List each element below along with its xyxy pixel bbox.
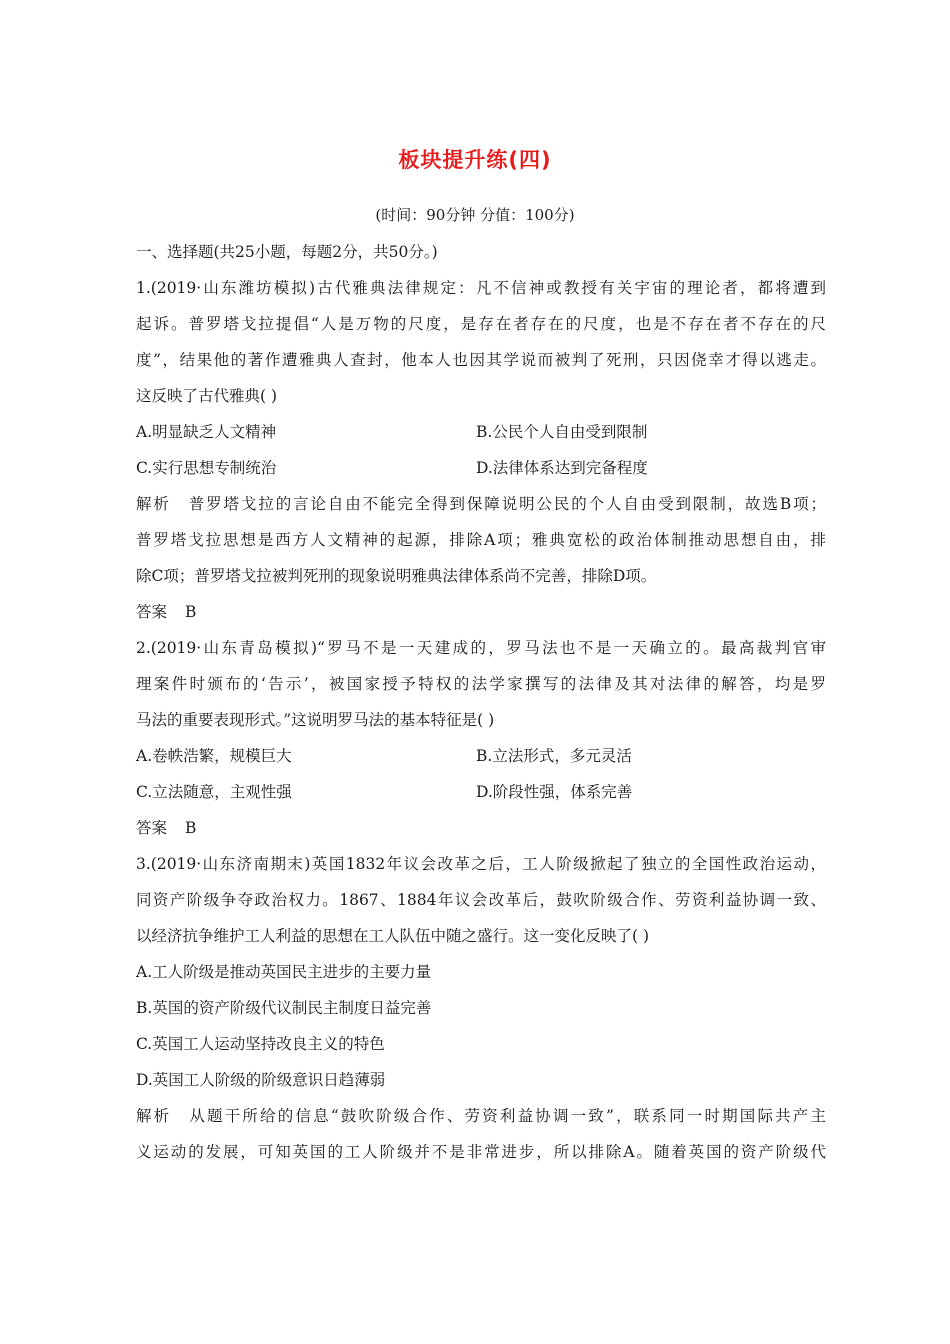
option-d: D.阶段性强，体系完善 — [476, 783, 633, 801]
question-1-line: 度”，结果他的著作遭雅典人查封，他本人也因其学说而被判了死刑，只因侥幸才得以逃走。 — [136, 351, 826, 369]
question-1-line: 1.(2019·山东潍坊模拟)古代雅典法律规定：凡不信神或教授有关宇宙的理论者，都将遭到 — [136, 279, 826, 297]
page-title: 板块提升练(四) — [398, 148, 552, 172]
exam-meta: (时间：90分钟 分值：100分) — [375, 206, 575, 224]
question-2-options-row — [136, 738, 826, 774]
question-2-line: 马法的重要表现形式。”这说明罗马法的基本特征是( ) — [136, 711, 495, 729]
question-1-line: 起诉。普罗塔戈拉提倡“人是万物的尺度，是存在者存在的尺度，也是不存在者不存在的尺 — [136, 315, 826, 333]
option-c: C.英国工人运动坚持改良主义的特色 — [136, 1035, 385, 1053]
option-a: A.明显缺乏人文精神 — [136, 423, 277, 441]
option-b: B.立法形式，多元灵活 — [476, 747, 632, 765]
answer-label: 答案 — [136, 603, 168, 621]
option-a: A.工人阶级是推动英国民主进步的主要力量 — [136, 963, 432, 981]
question-1-options-row — [136, 414, 826, 450]
question-2-options-row — [136, 774, 826, 810]
option-b: B.公民个人自由受到限制 — [476, 423, 648, 441]
analysis-line: 普罗塔戈拉思想是西方人文精神的起源，排除A项；雅典宽松的政治体制推动思想自由，排 — [136, 531, 826, 549]
analysis-line: 义运动的发展，可知英国的工人阶级并不是非常进步，所以排除A。随着英国的资产阶级代 — [136, 1143, 826, 1161]
question-1-line: 这反映了古代雅典( ) — [136, 387, 278, 405]
question-2-line: 理案件时颁布的‘告示’，被国家授予特权的法学家撰写的法律及其对法律的解答，均是罗 — [136, 675, 826, 693]
analysis-line — [136, 1098, 826, 1134]
analysis-label: 解析 — [136, 1107, 172, 1125]
option-c: C.立法随意，主观性强 — [136, 783, 292, 801]
analysis-label: 解析 — [136, 495, 171, 513]
answer-line — [136, 810, 826, 846]
analysis-line: 除C项；普罗塔戈拉被判死刑的现象说明雅典法律体系尚不完善，排除D项。 — [136, 567, 657, 585]
question-3-line: 同资产阶级争夺政治权力。1867、1884年议会改革后，鼓吹阶级合作、劳资利益协调一致、 — [136, 891, 826, 909]
answer-value: B — [185, 819, 197, 837]
document-body — [136, 234, 826, 1170]
question-2-line: 2.(2019·山东青岛模拟)“罗马不是一天建成的，罗马法也不是一天确立的。最高裁判官审 — [136, 639, 826, 657]
analysis-text: 普罗塔戈拉的言论自由不能完全得到保障说明公民的个人自由受到限制，故选B项； — [188, 495, 826, 513]
analysis-text: 从题干所给的信息“鼓吹阶级合作、劳资利益协调一致”，联系同一时期国际共产主 — [189, 1107, 826, 1125]
question-3-line: 3.(2019·山东济南期末)英国1832年议会改革之后，工人阶级掀起了独立的全国性政治运动， — [136, 855, 826, 873]
option-b: B.英国的资产阶级代议制民主制度日益完善 — [136, 999, 432, 1017]
question-3-line: 以经济抗争维护工人利益的思想在工人队伍中随之盛行。这一变化反映了( ) — [136, 927, 650, 945]
option-d: D.法律体系达到完备程度 — [476, 459, 648, 477]
analysis-line — [136, 486, 826, 522]
answer-value: B — [185, 603, 197, 621]
option-c: C.实行思想专制统治 — [136, 459, 277, 477]
question-1-options-row — [136, 450, 826, 486]
answer-line — [136, 594, 826, 630]
option-d: D.英国工人阶级的阶级意识日趋薄弱 — [136, 1071, 386, 1089]
section-heading: 一、选择题(共25小题，每题2分，共50分。) — [136, 243, 438, 261]
option-a: A.卷帙浩繁，规模巨大 — [136, 747, 292, 765]
answer-label: 答案 — [136, 819, 168, 837]
